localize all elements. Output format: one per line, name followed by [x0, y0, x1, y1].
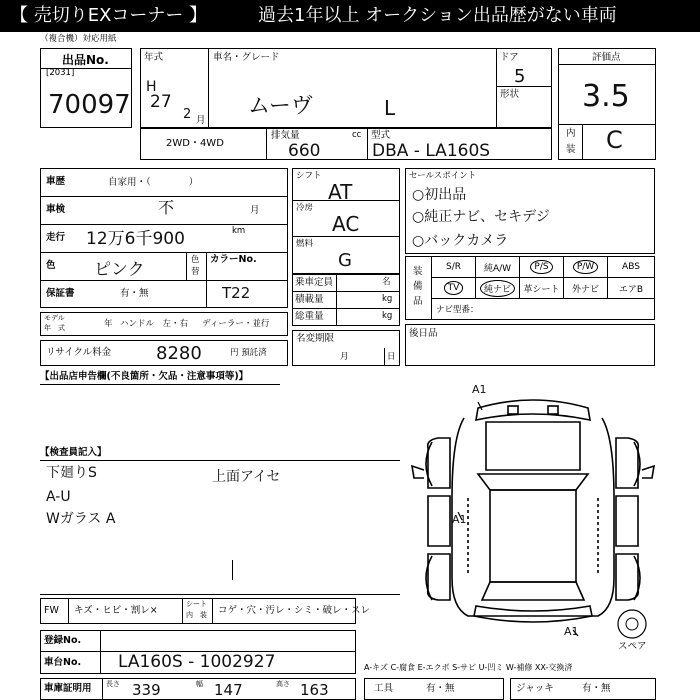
inspector-note-1: 下廻りS	[46, 465, 97, 481]
divider	[367, 128, 368, 160]
cert-width-label: 幅	[196, 680, 203, 688]
wheel-shape	[426, 556, 432, 600]
divider	[40, 196, 288, 197]
inspector-note-3: Wガラス A	[46, 511, 116, 527]
equip-ps	[519, 256, 564, 278]
equip-ps-value: P/S	[530, 260, 552, 274]
total-weight-unit: kg	[382, 311, 393, 321]
color-no-label: カラーNo.	[210, 254, 257, 265]
divider	[68, 598, 69, 624]
windshield-shape	[478, 474, 588, 490]
grade-value: L	[384, 96, 396, 120]
displacement-unit: cc	[352, 130, 362, 140]
month-value: 2	[183, 107, 192, 122]
chassis-label: 車台No.	[44, 657, 82, 668]
divider	[582, 124, 583, 160]
registration-label: 登録No.	[44, 635, 82, 646]
defects-seat-1: シート	[186, 600, 207, 608]
inspection-label: 車検	[46, 204, 66, 215]
inspector-note-2: A-U	[46, 489, 71, 505]
sales-point-1: ○初出品	[412, 187, 467, 203]
equip-sr: S/R	[431, 256, 476, 278]
month-unit: 月	[196, 115, 206, 126]
chassis-value: LA160S - 1002927	[118, 652, 276, 672]
divider	[292, 291, 400, 292]
tools-value: 有・無	[426, 683, 455, 694]
equip-pw	[563, 256, 608, 278]
form-subtitle: （複合機）対応用紙	[40, 34, 117, 44]
model-year-label-2: 年 式	[44, 324, 65, 332]
history-label: 車歴	[46, 176, 66, 187]
diagram-note-bottom: A1	[564, 625, 579, 638]
capacity-label: 乗車定員	[295, 277, 334, 288]
capacity-unit: 名	[382, 277, 391, 287]
dealer-options: ディーラー・並行	[202, 319, 270, 329]
equipment-label-1: 装	[413, 266, 423, 277]
equipment-label-3: 品	[413, 296, 423, 307]
jack-value: 有・無	[582, 683, 611, 694]
sales-points-label: セールスポイント	[409, 171, 477, 181]
equip-airbag: エアB	[607, 277, 655, 299]
divider	[292, 308, 400, 309]
name-change-label: 名変期限	[296, 333, 335, 344]
name-change-month: 月	[340, 352, 349, 362]
mileage-label: 走行	[46, 232, 66, 243]
mileage-value: 12万6千900	[86, 229, 185, 249]
rear-right-fender-shape	[616, 554, 638, 600]
equip-tv-value: TV	[444, 281, 464, 295]
drive-options: 2WD・4WD	[166, 138, 224, 149]
spare-tire-shape	[618, 610, 646, 638]
handle-options: ハンドル 左・右	[120, 319, 189, 329]
score-label: 評価点	[592, 52, 621, 63]
roof-shape	[490, 490, 576, 582]
shift-value: AT	[328, 180, 353, 204]
color-value: ピンク	[94, 260, 145, 280]
body-outline-shape	[452, 418, 614, 616]
load-unit: kg	[382, 294, 393, 304]
equip-leather: 革シート	[519, 277, 564, 299]
color-sub-1: 色	[191, 255, 200, 265]
total-weight-label: 総重量	[295, 311, 324, 322]
model-name-label: 車名・グレード	[213, 52, 280, 63]
post-day-label: 後日品	[409, 328, 438, 339]
tools-label: 工具	[374, 683, 394, 694]
equip-pw-value: P/W	[573, 260, 598, 274]
divider	[206, 252, 207, 308]
name-change-day: 日	[387, 352, 396, 362]
model-code-value: DBA - LA160S	[372, 141, 491, 161]
header-right: 過去1年以上 オークション出品歴がない車両	[258, 5, 617, 26]
year-era: H	[146, 79, 157, 95]
door-label: ドア	[500, 52, 519, 63]
sales-point-3: ○バックカメラ	[412, 233, 509, 249]
right-door-shape	[616, 496, 638, 546]
front-bumper-shape	[476, 400, 590, 420]
door-value: 5	[514, 66, 526, 87]
diagram-note-mid: A1	[452, 513, 467, 526]
lot-number: 70097	[48, 90, 131, 120]
shop-report-label: 【出品店申告欄(不良箇所・欠品・注意事項等)】	[40, 371, 249, 382]
spare-tire-hub-shape	[626, 618, 638, 630]
divider	[266, 128, 267, 160]
recycle-unit: 円 預託済	[230, 348, 267, 358]
model-name-value: ムーヴ	[248, 94, 313, 119]
equip-oem-navi-value: 純ナビ	[480, 280, 515, 297]
inspection-value: 不	[158, 198, 175, 217]
diagram-note-top: A1	[472, 383, 487, 396]
cert-height-label: 高さ	[276, 680, 290, 688]
car-diagram	[408, 378, 658, 648]
cert-height-value: 163	[300, 681, 329, 699]
equip-tv	[431, 277, 476, 299]
divider	[40, 224, 288, 225]
wheel-shape	[634, 442, 640, 486]
cert-length-value: 339	[132, 681, 161, 699]
header-left: 【 売切りEXコーナー 】	[10, 5, 208, 26]
color-no-value: T22	[222, 284, 251, 302]
displacement-value: 660	[288, 141, 321, 161]
divider	[40, 594, 400, 595]
divider	[232, 560, 233, 580]
recycle-label: リサイクル料金	[46, 347, 112, 358]
mileage-unit: km	[232, 226, 246, 236]
equip-alloy: 純A/W	[475, 256, 520, 278]
navi-model-label: ナビ型番：	[436, 305, 479, 315]
inspector-label: 【検査員記入】	[40, 447, 107, 458]
score-value: 3.5	[582, 79, 630, 114]
defect-legend: A-キズ C-腐食 E-エクボ S-サビ U-凹ミ W-補修 XX-交換済	[364, 663, 573, 672]
cert-label: 車庫証明用	[44, 683, 92, 694]
defects-interior: コゲ・穴・汚レ・シミ・破レ・スレ	[218, 605, 371, 616]
wheel-shape	[426, 442, 432, 486]
divider	[102, 678, 103, 700]
hood-shape	[486, 422, 580, 470]
wheel-shape	[634, 556, 640, 600]
interior-value: C	[606, 126, 623, 154]
divider	[40, 384, 280, 385]
sales-point-2: ○純正ナビ、セキデジ	[412, 209, 550, 225]
divider	[558, 64, 656, 65]
aircon-label: 冷房	[296, 203, 314, 213]
header-banner	[0, 0, 700, 32]
year-label: 年式	[144, 52, 164, 63]
divider	[212, 598, 213, 624]
left-door-shape	[428, 496, 450, 546]
shift-label: シフト	[296, 171, 322, 181]
color-label: 色	[46, 260, 56, 271]
post-day-box	[405, 324, 655, 366]
interior-label-2: 装	[566, 144, 576, 155]
fuel-label: 燃料	[296, 239, 314, 249]
model-year-label-1: モデル	[44, 314, 65, 322]
cert-length-label: 長さ	[106, 680, 120, 688]
color-sub-2: 替	[191, 267, 200, 277]
equip-oem-navi	[475, 277, 520, 299]
defects-label: FW	[44, 605, 59, 616]
equipment-label-2: 備	[413, 281, 423, 292]
divider	[182, 598, 183, 624]
recycle-value: 8280	[156, 343, 202, 364]
model-code-label: 型式	[371, 130, 391, 141]
defects-seat-2: 内 装	[186, 611, 207, 619]
divider	[292, 236, 400, 237]
equip-abs: ABS	[607, 256, 655, 278]
inspection-month: 月	[250, 205, 260, 216]
defects-items: キズ・ヒビ・割レ×	[74, 605, 158, 616]
divider	[40, 460, 400, 461]
divider	[208, 48, 209, 128]
aircon-value: AC	[332, 212, 360, 236]
divider	[40, 252, 288, 253]
spare-label: スペア	[618, 641, 647, 652]
history-value: 自家用・（ ）	[108, 177, 199, 188]
rear-bumper-shape	[474, 606, 592, 622]
divider	[496, 48, 497, 128]
displacement-label: 排気量	[271, 130, 300, 141]
lot-box-no: [2031]	[46, 68, 75, 78]
equip-ext-navi: 外ナビ	[563, 277, 608, 299]
divider	[558, 124, 656, 125]
grille-mark-shape	[548, 406, 558, 414]
left-mirror-shape	[412, 466, 424, 478]
warranty-label: 保証書	[46, 288, 75, 299]
fuel-value: G	[338, 250, 352, 271]
rear-left-fender-shape	[428, 554, 450, 600]
lot-label: 出品No.	[62, 53, 109, 67]
divider	[100, 630, 101, 674]
shape-label: 形状	[500, 89, 520, 100]
divider	[40, 280, 288, 281]
grille-mark-shape	[508, 406, 518, 414]
interior-label-1: 内	[566, 128, 576, 139]
inspector-note-right: 上面アイセ	[212, 469, 281, 485]
divider	[336, 274, 337, 326]
load-label: 積載量	[295, 294, 324, 305]
cert-width-value: 147	[214, 681, 243, 699]
rear-window-shape	[482, 582, 584, 600]
warranty-value: 有・無	[120, 288, 149, 299]
model-year-unit: 年	[104, 319, 113, 329]
divider	[384, 348, 385, 366]
divider	[186, 252, 187, 280]
year-value: 27	[150, 92, 172, 112]
jack-label: ジャッキ	[516, 683, 554, 694]
right-mirror-shape	[642, 466, 654, 478]
